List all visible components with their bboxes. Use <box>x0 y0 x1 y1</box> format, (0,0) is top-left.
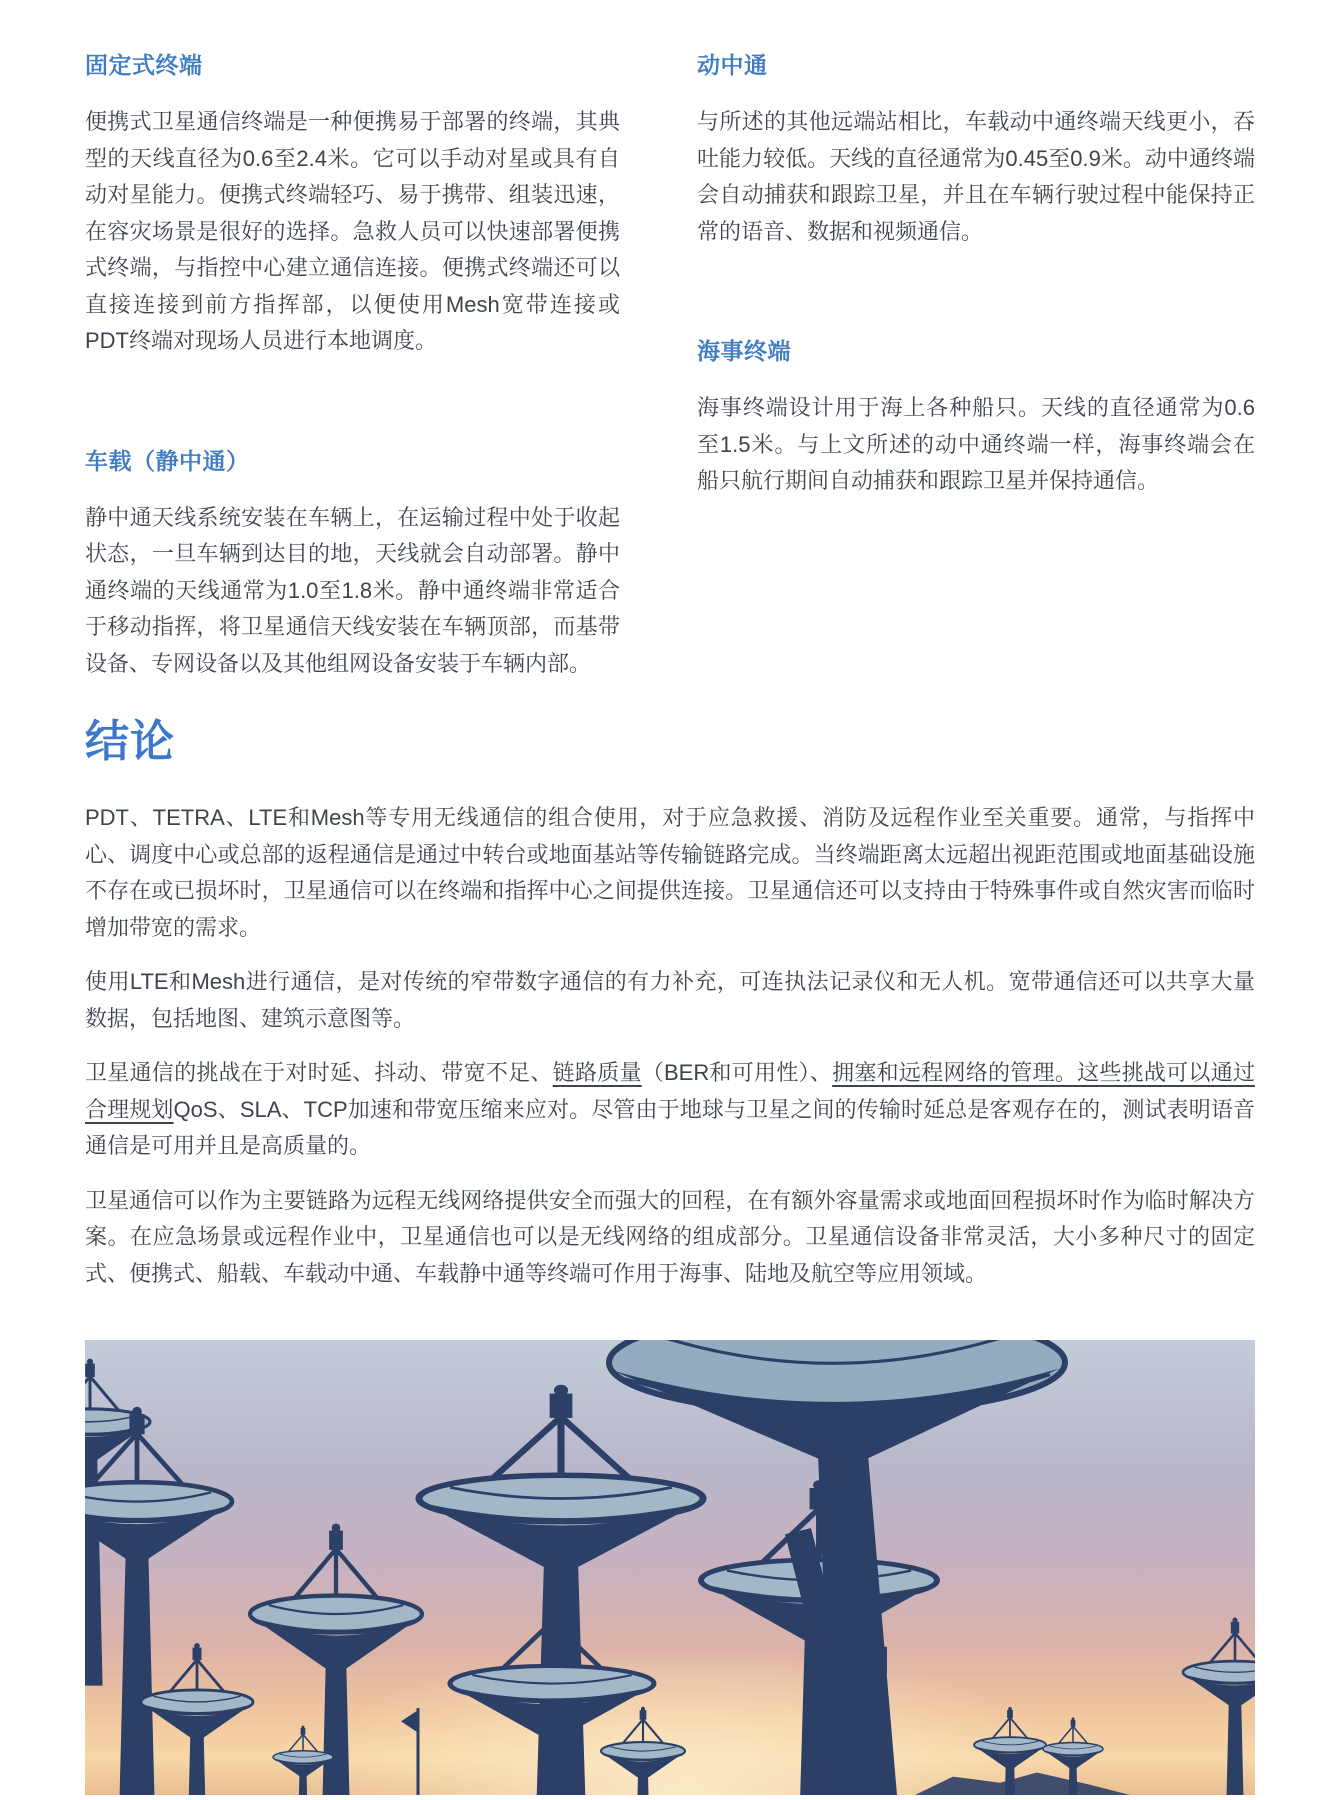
conclusion-paragraph-2: 使用LTE和Mesh进行通信，是对传统的窄带数字通信的有力补充，可连执法记录仪和无人机。宽带通信还可以共享大量数据，包括地图、建筑示意图等。 <box>85 969 1255 1031</box>
p3-segment-underlined: 链路质量 <box>552 1060 642 1085</box>
left-column <box>85 50 620 682</box>
right-column <box>697 50 1255 682</box>
p3-segment: （BER和可用性）、 <box>641 1060 833 1085</box>
conclusion-section <box>85 718 1255 1292</box>
conclusion-paragraph-4: 卫星通信可以作为主要链路为远程无线网络提供安全而强大的回程，在有额外容量需求或地面回程损坏时作为临时解决方案。在应急场景或远程作业中，卫星通信也可以是无线网络的组成部分。卫星通信设备非常灵活，大小多种尺寸的固定式、便携式、船载、车载动中通、车载静中通等终端可作用于海事、陆地及航空等应用领域。 <box>85 1187 1255 1286</box>
section-body-maritime-terminal: 海事终端设计用于海上各种船只。天线的直径通常为0.6至1.5米。与上文所述的动中通终端一样，海事终端会在船只航行期间自动捕获和跟踪卫星并保持通信。 <box>697 395 1255 493</box>
conclusion-title: 结论 <box>85 717 175 766</box>
conclusion-paragraph-1: PDT、TETRA、LTE和Mesh等专用无线通信的组合使用，对于应急救援、消防及远程作业至关重要。通常，与指挥中心、调度中心或总部的返程通信是通过中转台或地面基站等传输链路完成。当终端距离太远超出视距范围或地面基础设施不存在或已损坏时，卫星通信可以在终端和指挥中心之间提供连接。卫星通信还可以支持由于特殊事件或自然灾害而临时增加带宽的需求。 <box>85 805 1255 940</box>
two-column-section <box>85 50 1255 682</box>
section-body-fixed-terminal: 便携式卫星通信终端是一种便携易于部署的终端，其典型的天线直径为0.6至2.4米。它可以手动对星或具有自动对星能力。便携式终端轻巧、易于携带、组装迅速，在容灾场景是很好的选择。急救人员可以快速部署便携式终端，与指控中心建立通信连接。便携式终端还可以直接连接到前方指挥部，以便使用Mesh宽带连接或PDT终端对现场人员进行本地调度。 <box>85 109 620 353</box>
section-heading-comms-on-move: 动中通 <box>697 52 768 78</box>
section-heading-vehicle-static: 车载（静中通） <box>85 447 250 474</box>
conclusion-paragraph-3 <box>85 1055 1255 1165</box>
section-body-comms-on-move: 与所述的其他远端站相比，车载动中通终端天线更小，吞吐能力较低。天线的直径通常为0.45至0.9米。动中通终端会自动捕获和跟踪卫星，并且在车辆行驶过程中能保持正常的语音、数据和视频通信。 <box>697 109 1255 244</box>
section-heading-fixed-terminal: 固定式终端 <box>85 52 203 78</box>
satellite-dishes-photo-svg <box>85 1340 1255 1795</box>
section-body-vehicle-static: 静中通天线系统安装在车辆上，在运输过程中处于收起状态，一旦车辆到达目的地，天线就会自动部署。静中通终端的天线通常为1.0至1.8米。静中通终端非常适合于移动指挥，将卫星通信天线安装在车辆顶部，而基带设备、专网设备以及其他组网设备安装于车辆内部。 <box>85 504 620 676</box>
p3-segment: QoS、SLA、TCP加速和带宽压缩来应对。尽管由于地球与卫星之间的传输时延总是客观存在的，测试表明语音通信是可用并且是高质量的。 <box>85 1096 1255 1158</box>
satellite-dishes-photo <box>85 1340 1255 1795</box>
p3-segment-underlined: 拥塞和远程网络的管理。这些挑战可以通过合理规划 <box>85 1060 1255 1122</box>
section-heading-maritime-terminal: 海事终端 <box>697 338 791 364</box>
p3-segment: 卫星通信的挑战在于对时延、抖动、带宽不足、 <box>85 1060 553 1085</box>
